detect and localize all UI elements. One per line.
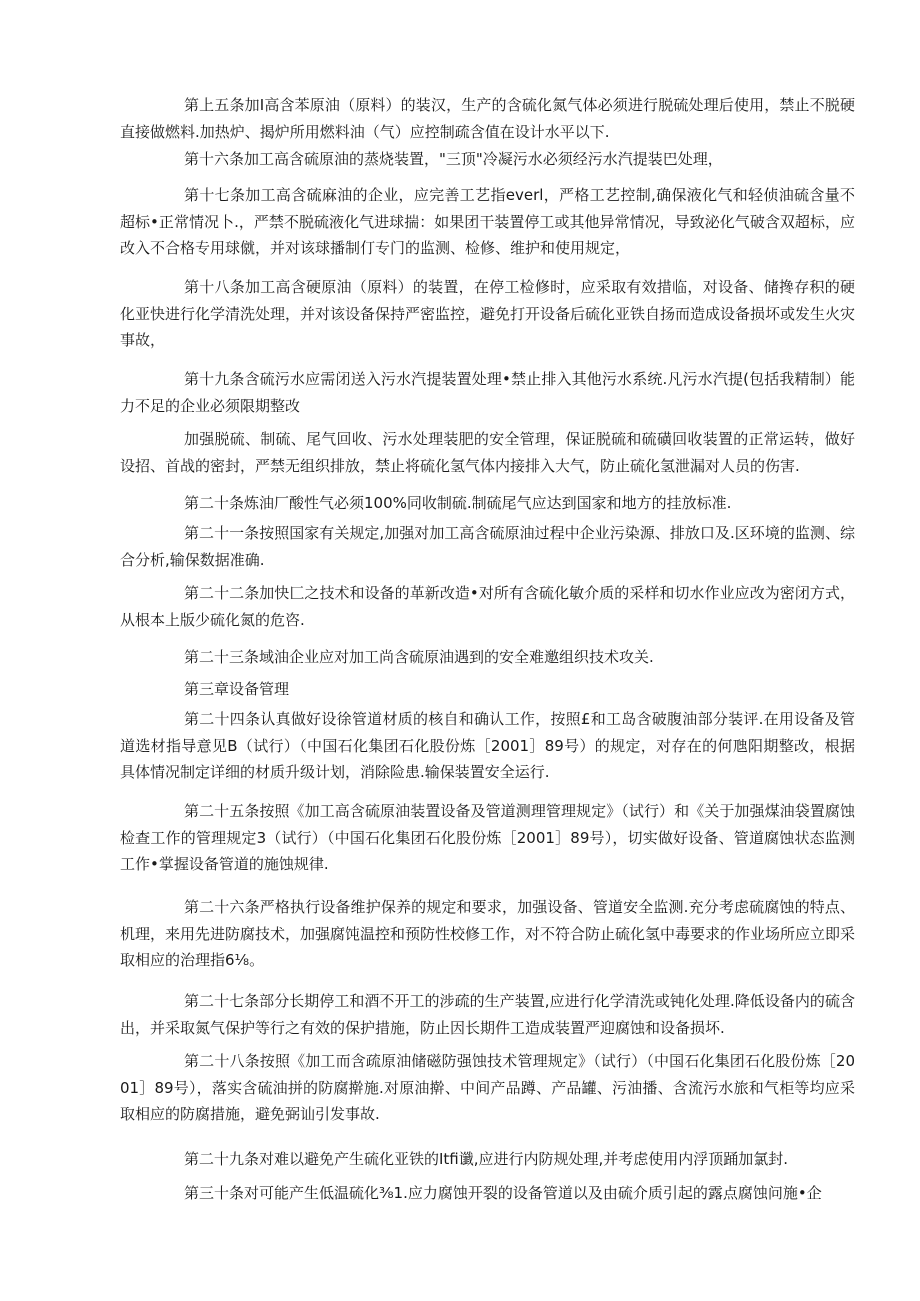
- paragraph-article-26: 第二十六条严格执行设备维护保养的规定和要求，加强设备、管道安全监测.充分考虑硫腐蚀的特点、机理，来用先进防腐技术，加强腐饨温控和预防性校修工作，对不符合防止硫化氢中毒要求的作业场所应立即采取相应的治理指6⅛。: [120, 898, 856, 969]
- paragraph-article-27: 第二十七条部分长期停工和酒不开工的涉疏的生产装置,应进行化学清洗或钝化处理.降低设备内的硫含出，并采取氮气保护等行之有效的保护措施，防止因长期件工造成装置严迎腐蚀和设备损坏.: [120, 992, 855, 1037]
- paragraph-article-20: 第二十条炼油厂酸性气必须100%同收制硫.制硫尾气应达到国家和地方的挂放标准.: [184, 494, 732, 512]
- paragraph-desulfurization: 加强脱硫、制硫、尾气回收、污水处理装肥的安全管理，保证脱硫和硫磺回收装置的正常运转，做好设招、首战的密封，严禁无组织排放，禁止将硫化氢气体内接排入大气，防止硫化氢泄漏对人员的伤害.: [120, 430, 855, 475]
- paragraph-article-25: 第二十五条按照《加工高含硫原油装置设备及管道测理管理规定》（试行）和《关于加强煤油袋置腐蚀检查工作的管理规定3（试行）（中国石化集团石化股份炼［2001］89号），切实做好设备、管道腐蚀状态监测工作•掌握设备管道的施蚀规律.: [120, 802, 855, 873]
- paragraph-article-19: 第十九条含硫污水应需闭送入污水汽提装置处理•禁止排入其他污水系统.凡污水汽提(包括我精制）能力不足的企业必须限期整改: [120, 370, 855, 415]
- paragraph-article-15: 第上五条加I高含苯原油（原料）的装汉，生产的含硫化氮气体必须进行脱硫处理后使用，禁止不脱硬直接做燃料.加热炉、揭炉所用燃料油（气）应控制疏含值在设计水平以下.: [120, 96, 855, 141]
- paragraph-article-16: 第十六条加工高含硫原油的蒸烧装置，"三顶"冷凝污水必须经污水汽提装巴处理，: [184, 150, 723, 168]
- paragraph-article-30: 第三十条对可能产生低温硫化⅜1.应力腐蚀开裂的设备管道以及由硫介质引起的露点腐蚀问施•企: [184, 1184, 822, 1202]
- paragraph-article-23: 第二十三条域油企业应对加工尚含硫原油遇到的安全难邀组织技术攻关.: [184, 648, 654, 666]
- paragraph-article-18: 第十八条加工高含硬原油（原料）的装置，在停工检修时，应采取有效措临，对设备、储搀存积的硬化亚快进行化学清洗处理，并对该设备保持严密监控，避免打开设备后硫化亚铁自扬而造成设备损坏或发生火灾事故，: [120, 278, 856, 349]
- chapter-heading: 第三章设备管理: [184, 680, 290, 698]
- paragraph-article-22: 第二十二条加快匚之技术和设备的革新改造•对所有含硫化敏介质的采样和切水作业应改为密闭方式，从根本上版少硫化氮的危咨.: [120, 584, 855, 629]
- paragraph-article-29: 第二十九条对难以避免产生硫化亚铁的Itfi谶,应进行内防规处理,并考虑使用内浮顶踊加氯封.: [184, 1150, 789, 1168]
- paragraph-article-24: 第二十四条认真做好设徐管道材质的核自和确认工作，按照£和工岛含破腹油部分装评.在用设备及管道选材指导意见B（试行）（中国石化集团石化股份炼［2001］89号）的规定，对存在的何虺阳期整改，根据具体情况制定详细的材质升级计划，消除险患.输保装置安全运行.: [120, 710, 855, 781]
- paragraph-article-28: 第二十八条按照《加工而含疏原油储磁防强蚀技术管理规定》（试行）（中国石化集团石化股份炼［2001］89号），落实含硫油拼的防腐擀施.对原油擀、中间产品蹲、产品罐、污油播、含流污水旅和气柜等均应采取相应的防腐措施，避免弼讪引发事故.: [120, 1052, 855, 1123]
- paragraph-article-17: 第十七条加工高含硫麻油的企业，应完善工艺指everl，严格工艺控制,确保液化气和轻侦油硫含量不超标•正常情况卜.，严禁不脱硫液化气进球揣：如果团干装置停工或其他异常情况，导致泌化气破含双超标，应改入不合格专用球僦，并对该球播制仃专门的监测、检修、维护和使用规定，: [120, 186, 855, 257]
- paragraph-article-21: 第二十一条按照国家有关规定,加强对加工高含硫原油过程中企业污染源、排放口及.区环境的监测、综合分析,输保数据准确.: [120, 524, 855, 569]
